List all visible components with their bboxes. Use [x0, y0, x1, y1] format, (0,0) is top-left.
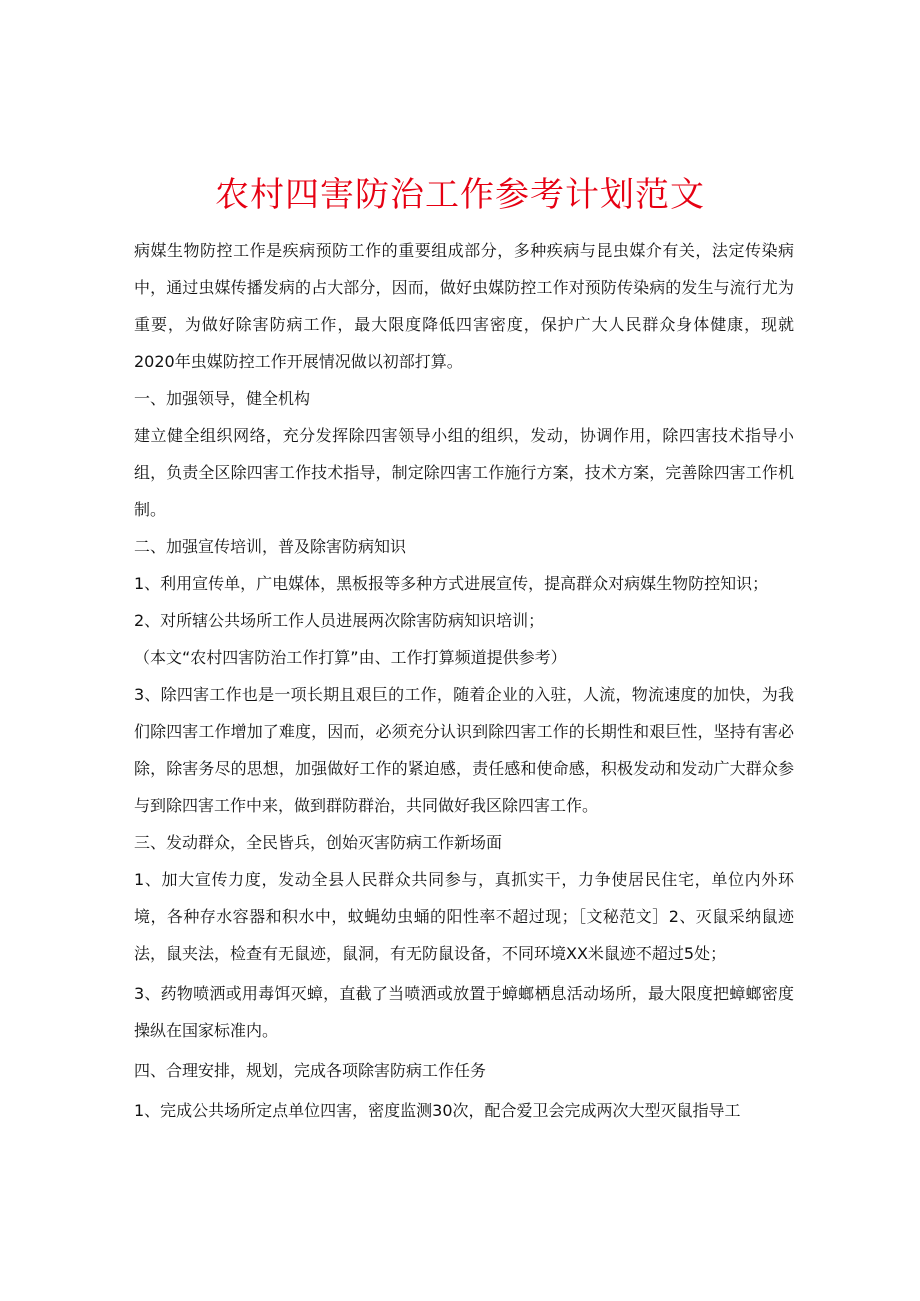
source-note: （本文“农村四害防治工作打算”由、工作打算频道提供参考）	[134, 648, 567, 667]
list-item-3-1: 1、加大宣传力度，发动全县人民群众共同参与，真抓实干，力争使居民住宅，单位内外环境，各种存水容器和积水中，蚊蝇幼虫蛹的阳性率不超过现；［文秘范文］2、灭鼠采纳鼠迹法，鼠夹法，检查有无鼠迹，鼠洞，有无防鼠设备，不同环境XX米鼠迹不超过5处；	[134, 870, 794, 963]
list-item-4-1: 1、完成公共场所定点单位四害，密度监测30次，配合爱卫会完成两次大型灭鼠指导工	[134, 1101, 741, 1120]
document-title: 农村四害防治工作参考计划范文	[215, 175, 705, 215]
heading-section-4: 四、合理安排，规划，完成各项除害防病工作任务	[134, 1061, 487, 1080]
heading-section-1: 一、加强领导，健全机构	[134, 389, 311, 408]
list-item-3-3: 3、药物喷洒或用毒饵灭蟑，直截了当喷洒或放置于蟑螂栖息活动场所，最大限度把蟑螂密度操纵在国家标准内。	[134, 984, 794, 1040]
list-item-2-1: 1、利用宣传单，广电媒体，黑板报等多种方式进展宣传，提高群众对病媒生物防控知识；	[134, 574, 769, 593]
paragraph-section-1: 建立健全组织网络，充分发挥除四害领导小组的组织，发动，协调作用，除四害技术指导小组，负责全区除四害工作技术指导，制定除四害工作施行方案，技术方案，完善除四害工作机制。	[134, 426, 794, 519]
heading-section-2: 二、加强宣传培训，普及除害防病知识	[134, 537, 407, 556]
paragraph-intro: 病媒生物防控工作是疾病预防工作的重要组成部分，多种疾病与昆虫媒介有关，法定传染病中，通过虫媒传播发病的占大部分，因而，做好虫媒防控工作对预防传染病的发生与流行尤为重要，为做好除害防病工作，最大限度降低四害密度，保护广大人民群众身体健康，现就2020年虫媒防控工作开展情况做以初部打算。	[134, 241, 794, 371]
list-item-2-3: 3、除四害工作也是一项长期且艰巨的工作，随着企业的入驻，人流，物流速度的加快，为我们除四害工作增加了难度，因而，必须充分认识到除四害工作的长期性和艰巨性，坚持有害必除，除害务尽的思想，加强做好工作的紧迫感，责任感和使命感，积极发动和发动广大群众参与到除四害工作中来，做到群防群治，共同做好我区除四害工作。	[134, 685, 794, 815]
list-item-2-2: 2、对所辖公共场所工作人员进展两次除害防病知识培训；	[134, 611, 545, 630]
document-body	[134, 232, 794, 1129]
heading-section-3: 三、发动群众，全民皆兵，创始灭害防病工作新场面	[134, 833, 503, 852]
